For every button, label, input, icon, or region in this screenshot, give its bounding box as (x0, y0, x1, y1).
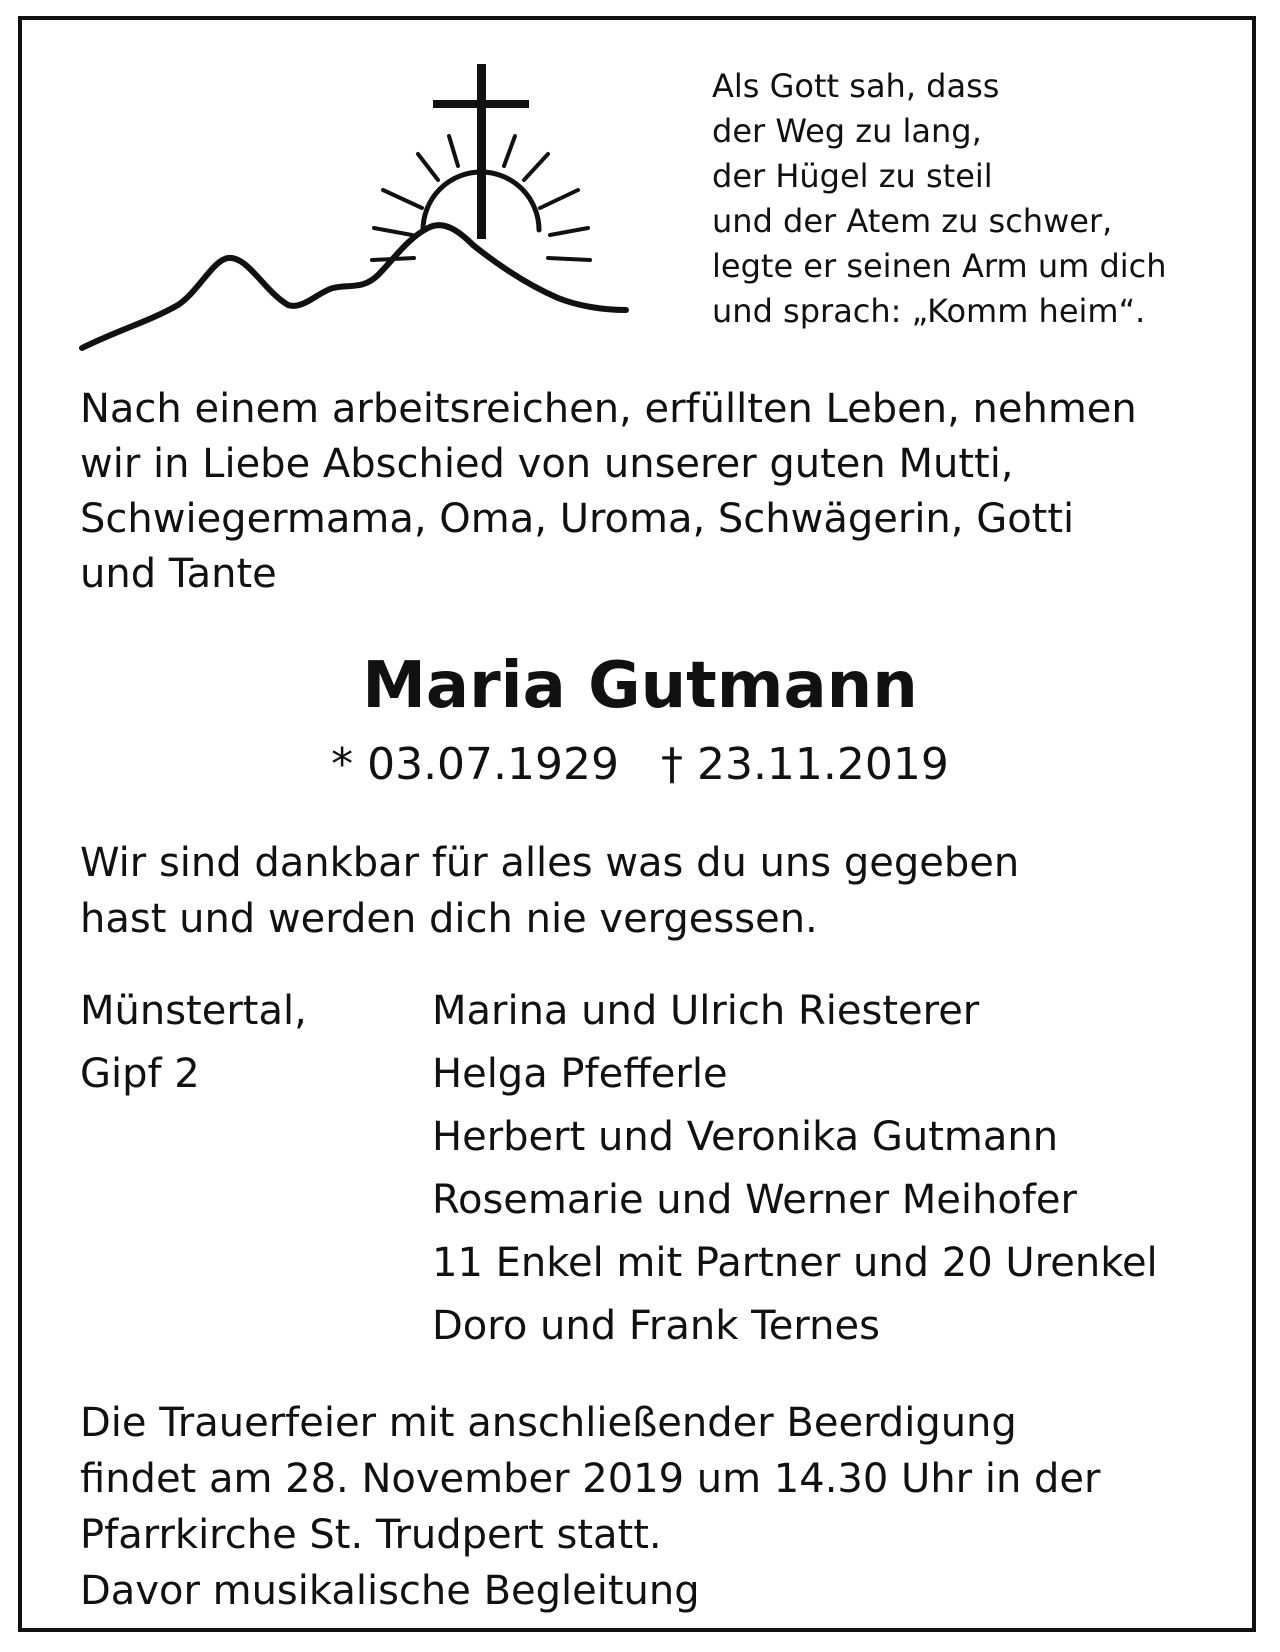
mourner-entry: Marina und Ulrich Riesterer (432, 988, 980, 1034)
thanks-line: Wir sind dankbar für alles was du uns gegeben (80, 840, 1020, 886)
poem-line: Als Gott sah, dass (712, 67, 1000, 105)
deceased-name: Maria Gutmann (362, 649, 918, 723)
life-dates: * 03.07.1929 † 23.11.2019 (331, 739, 949, 790)
intro-text (80, 382, 1220, 602)
poem-line: der Weg zu lang, (712, 112, 982, 150)
thanks-text (80, 835, 1220, 947)
intro-line: und Tante (80, 551, 277, 597)
cross-on-hill-sunrise-icon (78, 60, 638, 360)
ceremony-info (80, 1395, 1230, 1619)
intro-line: Nach einem arbeitsreichen, erfüllten Leben, nehmen (80, 386, 1137, 432)
poem-line: der Hügel zu steil (712, 157, 993, 195)
intro-line: Schwiegermama, Oma, Uroma, Schwägerin, Gotti (80, 496, 1075, 542)
poem-line: und der Atem zu schwer, (712, 202, 1113, 240)
place-line: Münstertal, (80, 988, 307, 1034)
place-line: Gipf 2 (80, 1051, 200, 1097)
mourner-entry: Helga Pfefferle (432, 1051, 728, 1097)
intro-line: wir in Liebe Abschied von unserer guten Mutti, (80, 441, 1014, 487)
poem-line: legte er seinen Arm um dich (712, 247, 1167, 285)
poem (712, 64, 1232, 334)
mourner-entry: Rosemarie und Werner Meihofer (432, 1177, 1077, 1223)
ceremony-line: Pfarrkirche St. Trudpert statt. (80, 1512, 662, 1558)
ceremony-line: Die Trauerfeier mit anschließender Beerdigung (80, 1400, 1017, 1446)
mourners-list (432, 980, 1252, 1358)
thanks-line: hast und werden dich nie vergessen. (80, 896, 818, 942)
poem-line: und sprach: „Komm heim“. (712, 292, 1146, 330)
ceremony-line: Davor musikalische Begleitung (80, 1568, 700, 1614)
mourner-entry: Doro und Frank Ternes (432, 1303, 880, 1349)
ceremony-line: findet am 28. November 2019 um 14.30 Uhr in der (80, 1456, 1101, 1502)
mourner-entry: 11 Enkel mit Partner und 20 Urenkel (432, 1240, 1158, 1286)
mourner-entry: Herbert und Veronika Gutmann (432, 1114, 1059, 1160)
place-address (80, 980, 400, 1106)
